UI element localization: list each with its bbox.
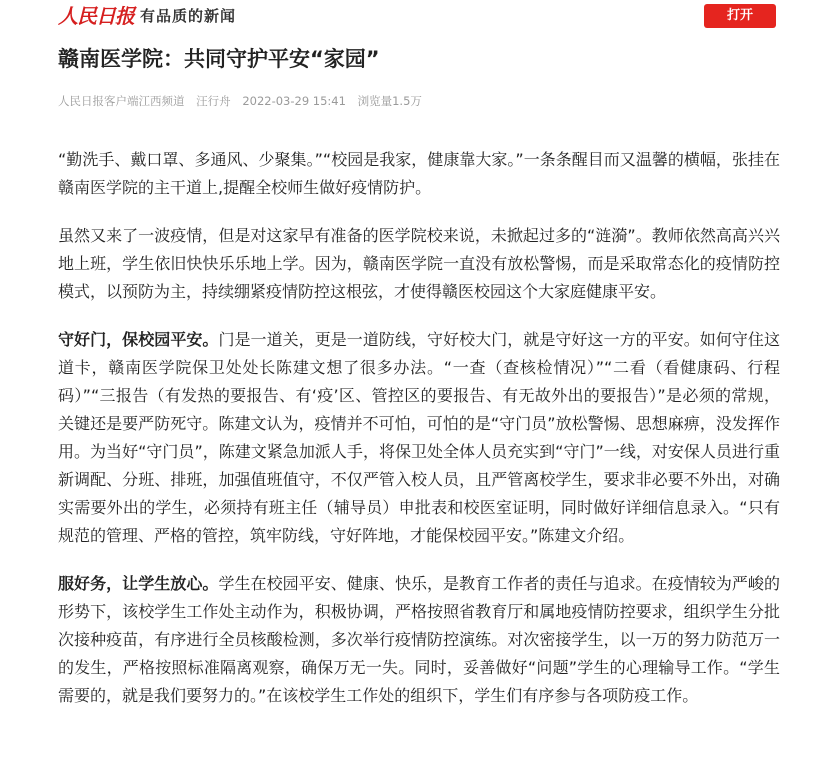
open-app-button[interactable]: 打开	[704, 4, 776, 28]
article-meta	[58, 93, 430, 109]
article-author: 汪行舟	[196, 94, 231, 108]
paragraph-text: 门是一道关，更是一道防线，守好校大门，就是守好这一方的平安。如何守住这道卡，赣南医学院保卫处处长陈建文想了很多办法。“一查（查核检情况）”“二看（看健康码、行程码）”“三报告（有发热的要报告、有‘疫’区、管控区的要报告、有无故外出的要报告）”是必须的常规，关键还是要严防死守。陈建文认为，疫情并不可怕，可怕的是“守门员”放松警惕、思想麻痹，没发挥作用。为当好“守门员”，陈建文紧急加派人手，将保卫处全体人员充实到“守门”一线，对安保人员进行重新调配、分班、排班，加强值班值守，不仅严管入校人员，且严管离校学生，要求非必要不外出，对确实需要外出的学生，必须持有班主任（辅导员）申批表和校医室证明，同时做好详细信息录入。“只有规范的管理、严格的管控，筑牢防线，守好阵地，才能保校园平安。”陈建文介绍。	[58, 330, 780, 545]
top-bar	[0, 0, 839, 34]
paragraph-1	[58, 146, 780, 202]
article-source[interactable]: 人民日报客户端江西频道	[58, 94, 185, 108]
paragraph-lead: 服好务，让学生放心。	[58, 574, 219, 593]
paragraph-3	[58, 326, 780, 550]
slogan: 有品质的新闻	[140, 7, 237, 25]
article-body	[58, 146, 780, 730]
article-views: 浏览量1.5万	[357, 94, 422, 108]
article-datetime: 2022-03-29 15:41	[242, 94, 346, 108]
people-daily-logo[interactable]: 人民日报	[58, 4, 134, 28]
paragraph-4	[58, 570, 780, 710]
paragraph-text: 虽然又来了一波疫情，但是对这家早有准备的医学院校来说，未掀起过多的“涟漪”。教师依然高高兴兴地上班，学生依旧快快乐乐地上学。因为，赣南医学院一直没有放松警惕，而是采取常态化的疫情防控模式，以预防为主，持续绷紧疫情防控这根弦，才使得赣医校园这个大家庭健康平安。	[58, 226, 780, 301]
paragraph-text: “勤洗手、戴口罩、多通风、少聚集。”“校园是我家，健康靠大家。”一条条醒目而又温馨的横幅，张挂在赣南医学院的主干道上,提醒全校师生做好疫情防护。	[58, 150, 780, 197]
paragraph-2	[58, 222, 780, 306]
paragraph-text: 学生在校园平安、健康、快乐，是教育工作者的责任与追求。在疫情较为严峻的形势下，该校学生工作处主动作为，积极协调，严格按照省教育厅和属地疫情防控要求，组织学生分批次接种疫苗，有序进行全员核酸检测，多次举行疫情防控演练。对次密接学生，以一万的努力防范万一的发生，严格按照标准隔离观察，确保万无一失。同时，妥善做好“问题”学生的心理输导工作。“学生需要的，就是我们要努力的。”在该校学生工作处的组织下，学生们有序参与各项防疫工作。	[58, 574, 780, 705]
paragraph-lead: 守好门，保校园平安。	[58, 330, 219, 349]
article-title: 赣南医学院：共同守护平安“家园”	[58, 47, 380, 71]
